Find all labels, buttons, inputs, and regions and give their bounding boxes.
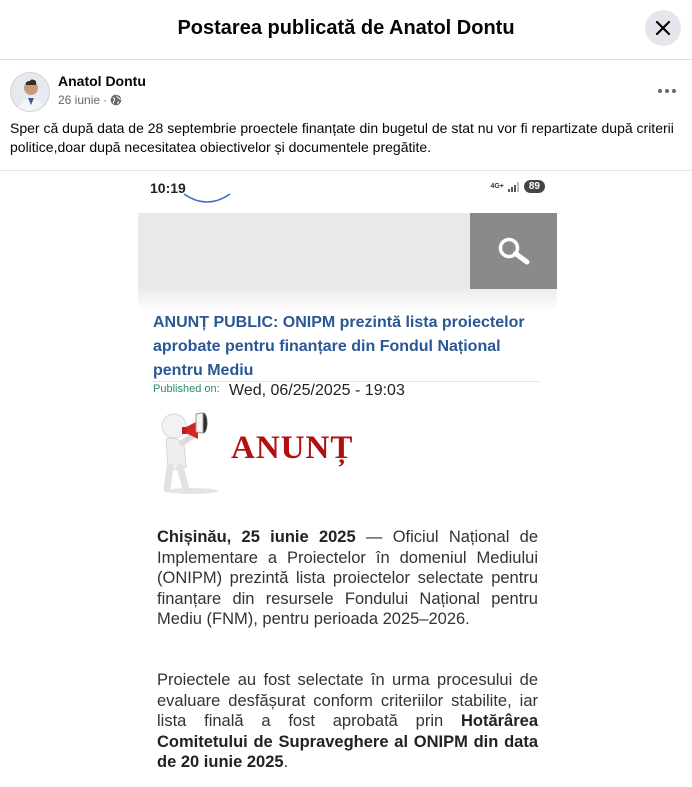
status-time: 10:19 [150, 180, 186, 196]
battery-badge: 89 [524, 180, 545, 193]
megaphone-figure [156, 409, 228, 495]
author-name[interactable]: Anatol Dontu [58, 73, 146, 89]
avatar[interactable] [10, 72, 50, 112]
paragraph-2-end: . [283, 753, 289, 771]
globe-icon [110, 94, 122, 106]
network-label: 4G+ [490, 183, 504, 190]
search-button[interactable] [470, 213, 557, 289]
paragraph-2-text: Proiectele au fost selectate în urma procesului de evaluare desfășurat conform criteriilor stabilite, iar lista finală a fost aprobată prin [157, 671, 538, 730]
post-date[interactable]: 26 iunie [58, 93, 101, 107]
more-options-button[interactable] [652, 76, 682, 106]
post-meta [58, 93, 122, 107]
signal-icon [508, 182, 520, 192]
article-title[interactable]: ANUNȚ PUBLIC: ONIPM prezintă lista proiectelor aprobate pentru finanțare din Fondul Național pentru Mediu [153, 314, 525, 379]
close-button[interactable] [645, 10, 681, 46]
post-header [0, 60, 692, 116]
more-icon [657, 88, 677, 94]
dialog-title: Postarea publicată de Anatol Dontu [177, 17, 515, 39]
body-paragraph-2 [157, 670, 538, 773]
notch-arc [182, 192, 232, 206]
search-icon [497, 236, 531, 266]
announcement-heading: ANUNȚ [231, 430, 354, 466]
paragraph-1-text: — Oficiul Național de Implementare a Proiectelor în domeniul Mediului (ONIPM) prezintă lista proiectelor selectate pentru finanțare din resursele Fondului Național pentru Mediu (FNM), pentru perioada 2025–2026. [157, 528, 538, 628]
attached-image[interactable] [138, 172, 557, 787]
body-paragraph-1 [157, 527, 538, 630]
published-label: Published on: [153, 383, 220, 395]
paragraph-1-lead: Chișinău, 25 iunie 2025 [157, 528, 356, 546]
meta-separator: · [103, 93, 108, 107]
status-icons [490, 180, 545, 193]
paragraph-2-bold: Hotărârea Comitetului de Supraveghere al ONIPM din data de 20 iunie 2025 [157, 712, 538, 771]
post-text: Sper că după data de 28 septembrie proectele finanțate din bugetul de stat nu vor fi repartizate după criterii politice,doar după necesitatea obiectivelor și documentele pregătite. [10, 120, 674, 155]
close-icon [655, 20, 671, 36]
dialog-header [0, 0, 692, 60]
header-shadow [138, 289, 557, 311]
published-date: Wed, 06/25/2025 - 19:03 [229, 382, 405, 399]
divider [0, 170, 692, 171]
